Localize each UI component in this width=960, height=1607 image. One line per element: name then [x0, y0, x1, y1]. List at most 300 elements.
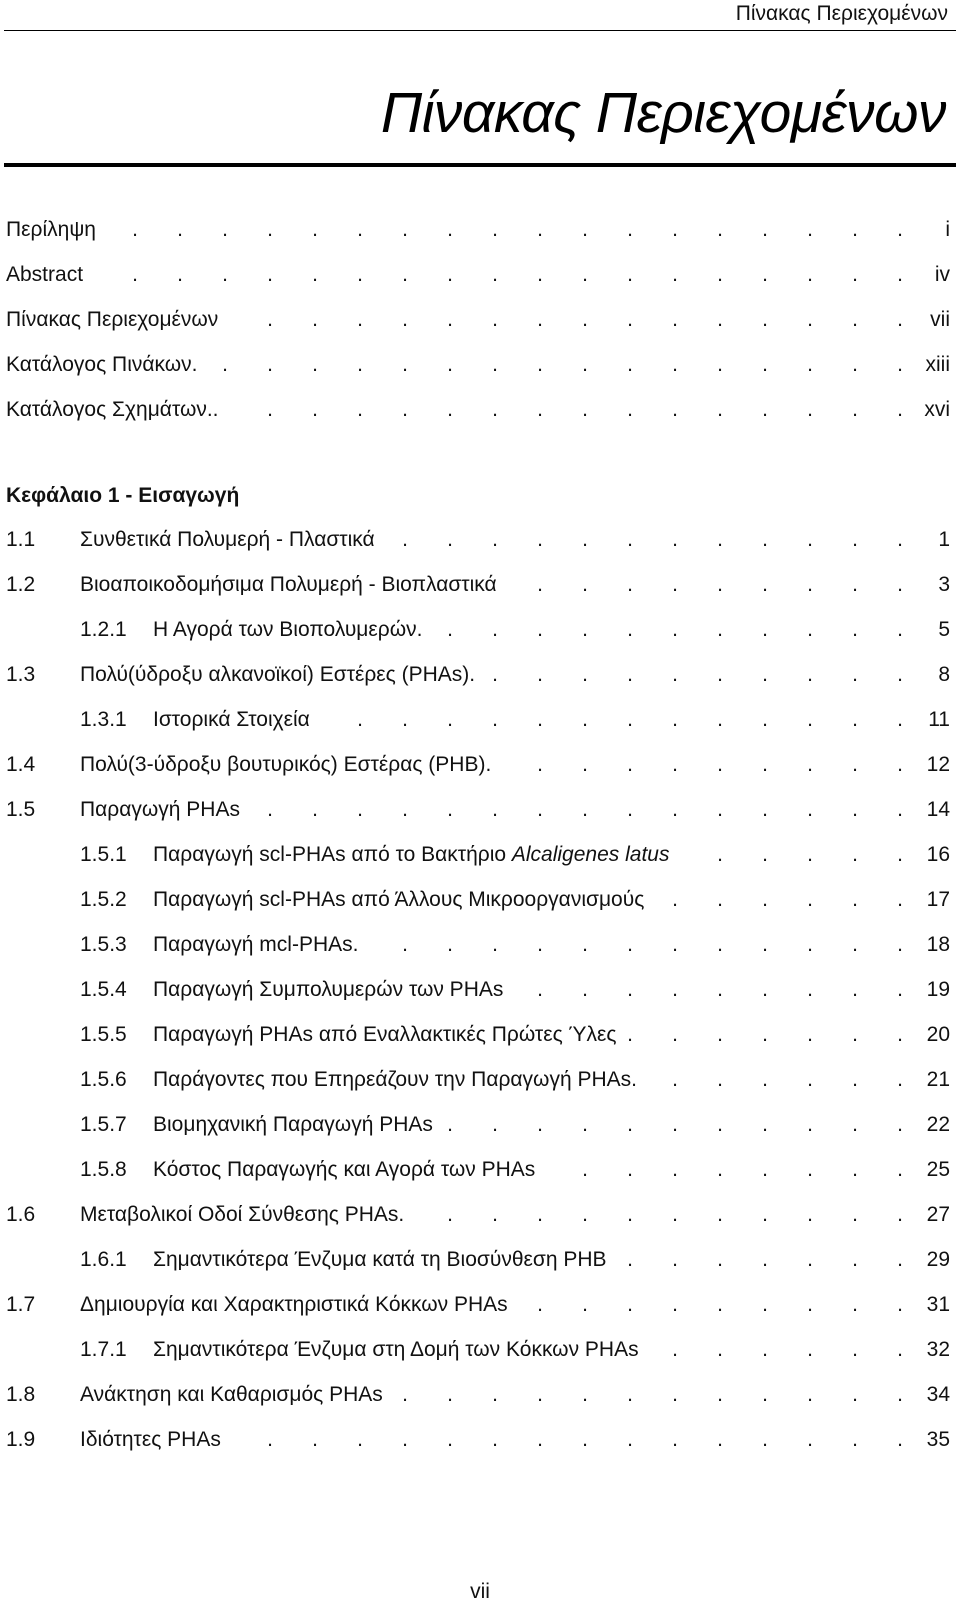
leader-dot: .: [402, 398, 408, 421]
leader-dot: .: [672, 618, 678, 641]
leader-dot: .: [627, 398, 633, 421]
leader-dot: .: [402, 308, 408, 331]
leader-dot: .: [492, 1383, 498, 1406]
leader-dot: .: [717, 1203, 723, 1226]
page-number: vii: [470, 1580, 490, 1603]
leader-dot: .: [807, 1068, 813, 1091]
leader-dot: .: [537, 573, 543, 596]
toc-entry-page: 11: [928, 708, 950, 731]
leader-dot: .: [672, 573, 678, 596]
leader-dot: .: [717, 1068, 723, 1091]
leader-dot: .: [537, 933, 543, 956]
leader-dot: .: [807, 218, 813, 241]
leader-dot: .: [267, 798, 273, 821]
leader-dot: .: [807, 663, 813, 686]
toc-entry-page: 21: [926, 1068, 950, 1091]
leader-dot: .: [852, 1248, 858, 1271]
leader-dot: .: [717, 753, 723, 776]
leader-dot: .: [492, 308, 498, 331]
toc-entry-page: 5: [938, 618, 950, 641]
leader-dot: .: [672, 1338, 678, 1361]
leader-dot: .: [537, 663, 543, 686]
leader-dot: .: [852, 353, 858, 376]
toc-entry-title: Abstract: [6, 263, 84, 286]
toc-entry-title: Περίληψη: [6, 218, 96, 241]
leader-dot: .: [897, 1113, 903, 1136]
leader-dot: .: [627, 263, 633, 286]
leader-dot: .: [672, 308, 678, 331]
toc-entry-title: Παραγωγή scl-PHAs από Άλλους Μικροοργανισμούς: [153, 888, 645, 911]
toc-entry: [0, 747, 960, 783]
leader-dot: .: [537, 798, 543, 821]
leader-dot: .: [762, 1113, 768, 1136]
leader-dot: .: [852, 1023, 858, 1046]
toc-entry-number: 1.5.8: [80, 1158, 127, 1181]
leader-dot: .: [852, 708, 858, 731]
toc-entry: [0, 522, 960, 558]
toc-entry-title: Κατάλογος Σχημάτων..: [6, 398, 219, 421]
leader-dot: .: [492, 663, 498, 686]
leader-dot: .: [762, 218, 768, 241]
leader-dot: .: [582, 708, 588, 731]
leader-dot: .: [582, 528, 588, 551]
leader-dot: .: [447, 618, 453, 641]
leader-dot: .: [852, 263, 858, 286]
leader-dot: .: [537, 753, 543, 776]
leader-dot: .: [807, 708, 813, 731]
leader-dot: .: [897, 933, 903, 956]
toc-entry-page: 14: [926, 798, 950, 821]
leader-dot: .: [897, 528, 903, 551]
toc-entry: [0, 792, 960, 828]
leader-dot: .: [672, 528, 678, 551]
leader-dot: .: [807, 1248, 813, 1271]
leader-dot: .: [537, 218, 543, 241]
leader-dot: .: [312, 398, 318, 421]
leader-dot: .: [852, 1068, 858, 1091]
toc-entry: [0, 837, 960, 873]
toc-entry-title: Πολύ(ύδροξυ αλκανοϊκοί) Εστέρες (PHAs).: [80, 663, 476, 686]
leader-dot: .: [897, 353, 903, 376]
leader-dot: .: [492, 1113, 498, 1136]
leader-dot: .: [312, 263, 318, 286]
leader-dot: .: [762, 1023, 768, 1046]
leader-dot: .: [582, 398, 588, 421]
page-title: Πίνακας Περιεχομένων: [380, 81, 946, 145]
leader-dot: .: [852, 1383, 858, 1406]
toc-entry-number: 1.6: [6, 1203, 36, 1226]
toc-entry-page: 29: [926, 1248, 950, 1271]
leader-dot: .: [537, 1113, 543, 1136]
leader-dot: .: [132, 218, 138, 241]
leader-dot: .: [537, 1428, 543, 1451]
leader-dot: .: [267, 398, 273, 421]
leader-dot: .: [267, 218, 273, 241]
leader-dot: .: [762, 978, 768, 1001]
leader-dot: .: [357, 1428, 363, 1451]
toc-entry-number: 1.5.2: [80, 888, 127, 911]
leader-dot: .: [672, 1158, 678, 1181]
leader-dot: .: [762, 1068, 768, 1091]
leader-dot: .: [447, 1383, 453, 1406]
leader-dot: .: [537, 308, 543, 331]
leader-dot: .: [537, 528, 543, 551]
leader-dot: .: [717, 663, 723, 686]
leader-dot: .: [807, 798, 813, 821]
toc-entry-page: 12: [926, 753, 950, 776]
leader-dot: .: [807, 1383, 813, 1406]
leader-dot: .: [312, 218, 318, 241]
toc-entry-number: 1.5.6: [80, 1068, 127, 1091]
leader-dot: .: [447, 798, 453, 821]
leader-dot: .: [897, 1203, 903, 1226]
leader-dot: .: [447, 263, 453, 286]
toc-entry: [0, 1332, 960, 1368]
leader-dot: .: [897, 1023, 903, 1046]
leader-dot: .: [807, 1113, 813, 1136]
toc-entry-title: Μεταβολικοί Οδοί Σύνθεσης PHAs.: [80, 1203, 405, 1226]
leader-dot: .: [852, 888, 858, 911]
leader-dot: .: [897, 753, 903, 776]
toc-entry-number: 1.5: [6, 798, 36, 821]
toc-entry-title: Βιομηχανική Παραγωγή PHAs: [153, 1113, 433, 1136]
leader-dot: .: [672, 888, 678, 911]
leader-dot: .: [717, 528, 723, 551]
toc-entry-title: Παραγωγή PHAs από Εναλλακτικές Πρώτες Ύλες: [153, 1023, 617, 1046]
leader-dot: .: [672, 978, 678, 1001]
leader-dot: .: [807, 528, 813, 551]
leader-dot: .: [627, 1248, 633, 1271]
toc-entry-page: 17: [926, 888, 950, 911]
leader-dot: .: [897, 218, 903, 241]
leader-dot: .: [672, 263, 678, 286]
leader-dot: .: [852, 843, 858, 866]
toc-entry-page: vii: [930, 308, 950, 331]
leader-dot: .: [357, 708, 363, 731]
chapter-heading: Κεφάλαιο 1 - Εισαγωγή: [6, 484, 240, 507]
leader-dot: .: [402, 798, 408, 821]
toc-entry-page: 3: [938, 573, 950, 596]
leader-dot: .: [357, 398, 363, 421]
leader-dot: .: [897, 978, 903, 1001]
leader-dot: .: [717, 1113, 723, 1136]
toc-entry: [0, 212, 960, 248]
leader-dot: .: [762, 933, 768, 956]
toc-entry-title: Ιστορικά Στοιχεία: [153, 708, 310, 731]
leader-dot: .: [897, 888, 903, 911]
toc-entry: [0, 302, 960, 338]
leader-dot: .: [852, 218, 858, 241]
toc-entry-number: 1.7.1: [80, 1338, 127, 1361]
toc-entry-page: xiii: [925, 353, 950, 376]
leader-dot: .: [852, 308, 858, 331]
leader-dot: .: [762, 398, 768, 421]
leader-dot: .: [717, 1338, 723, 1361]
toc-entry-page: iv: [934, 263, 950, 286]
toc-entry-number: 1.2.1: [80, 618, 127, 641]
toc-entry-title: Ιδιότητες PHAs: [80, 1428, 221, 1451]
leader-dot: .: [897, 308, 903, 331]
leader-dot: .: [672, 1293, 678, 1316]
leader-dot: .: [402, 263, 408, 286]
leader-dot: .: [627, 708, 633, 731]
leader-dot: .: [762, 708, 768, 731]
leader-dot: .: [762, 663, 768, 686]
leader-dot: .: [807, 978, 813, 1001]
leader-dot: .: [717, 1023, 723, 1046]
leader-dot: .: [537, 1383, 543, 1406]
toc-entry: [0, 257, 960, 293]
leader-dot: .: [672, 1068, 678, 1091]
toc-entry-number: 1.2: [6, 573, 36, 596]
toc-entry-title: Πολύ(3-ύδροξυ βουτυρικός) Εστέρας (PHB).: [80, 753, 492, 776]
leader-dot: .: [627, 798, 633, 821]
leader-dot: .: [402, 528, 408, 551]
leader-dot: .: [807, 573, 813, 596]
leader-dot: .: [717, 353, 723, 376]
leader-dot: .: [852, 1293, 858, 1316]
leader-dot: .: [402, 353, 408, 376]
leader-dot: .: [897, 798, 903, 821]
toc-entry-number: 1.5.7: [80, 1113, 127, 1136]
leader-dot: .: [582, 618, 588, 641]
toc-entry-number: 1.1: [6, 528, 36, 551]
leader-dot: .: [717, 263, 723, 286]
leader-dot: .: [762, 1338, 768, 1361]
leader-dot: .: [627, 753, 633, 776]
toc-entry-page: 25: [926, 1158, 950, 1181]
leader-dot: .: [672, 1248, 678, 1271]
leader-dot: .: [447, 218, 453, 241]
header-rule: [4, 30, 956, 31]
leader-dot: .: [762, 1383, 768, 1406]
leader-dot: .: [582, 753, 588, 776]
toc-entry-number: 1.4: [6, 753, 36, 776]
leader-dot: .: [177, 218, 183, 241]
toc-entry-title: Σημαντικότερα Ένζυμα στη Δομή των Κόκκων PHAs: [153, 1338, 639, 1361]
leader-dot: .: [762, 308, 768, 331]
leader-dot: .: [897, 1248, 903, 1271]
leader-dot: .: [762, 528, 768, 551]
leader-dot: .: [357, 218, 363, 241]
leader-dot: .: [492, 708, 498, 731]
toc-entry-number: 1.6.1: [80, 1248, 127, 1271]
leader-dot: .: [357, 798, 363, 821]
leader-dot: .: [807, 1428, 813, 1451]
leader-dot: .: [807, 263, 813, 286]
toc-entry-page: i: [945, 218, 950, 241]
leader-dot: .: [267, 263, 273, 286]
leader-dot: .: [537, 708, 543, 731]
leader-dot: .: [627, 528, 633, 551]
leader-dot: .: [717, 218, 723, 241]
leader-dot: .: [897, 843, 903, 866]
leader-dot: .: [537, 353, 543, 376]
toc-entry: [0, 882, 960, 918]
leader-dot: .: [672, 218, 678, 241]
leader-dot: .: [537, 398, 543, 421]
leader-dot: .: [852, 1338, 858, 1361]
leader-dot: .: [582, 263, 588, 286]
leader-dot: .: [762, 353, 768, 376]
toc-entry-number: 1.5.1: [80, 843, 127, 866]
leader-dot: .: [807, 1203, 813, 1226]
leader-dot: .: [762, 263, 768, 286]
leader-dot: .: [807, 753, 813, 776]
leader-dot: .: [627, 1113, 633, 1136]
leader-dot: .: [492, 798, 498, 821]
leader-dot: .: [762, 1158, 768, 1181]
leader-dot: .: [627, 663, 633, 686]
leader-dot: .: [852, 398, 858, 421]
toc-entry-title: Παραγωγή PHAs: [80, 798, 240, 821]
leader-dot: .: [627, 308, 633, 331]
leader-dot: .: [627, 618, 633, 641]
toc-entry: [0, 1422, 960, 1458]
leader-dot: .: [357, 308, 363, 331]
leader-dot: .: [492, 618, 498, 641]
leader-dot: .: [717, 1428, 723, 1451]
toc-entry: [0, 612, 960, 648]
toc-entry: [0, 1377, 960, 1413]
toc-entry-page: 32: [926, 1338, 950, 1361]
toc-entry-title: Παραγωγή scl-PHAs από το Βακτήριο: [153, 843, 507, 866]
leader-dot: .: [672, 1383, 678, 1406]
toc-entry-number: 1.9: [6, 1428, 36, 1451]
leader-dot: .: [807, 888, 813, 911]
leader-dot: .: [897, 1338, 903, 1361]
leader-dot: .: [627, 353, 633, 376]
leader-dot: .: [897, 1383, 903, 1406]
toc-entry-title: Κόστος Παραγωγής και Αγορά των PHAs: [153, 1158, 536, 1181]
leader-dot: .: [447, 1203, 453, 1226]
leader-dot: .: [492, 398, 498, 421]
leader-dot: .: [402, 708, 408, 731]
toc-entry-title: Παραγωγή mcl-PHAs.: [153, 933, 359, 956]
leader-dot: .: [357, 263, 363, 286]
leader-dot: .: [672, 1023, 678, 1046]
leader-dot: .: [582, 663, 588, 686]
leader-dot: .: [222, 218, 228, 241]
leader-dot: .: [762, 618, 768, 641]
leader-dot: .: [852, 1158, 858, 1181]
leader-dot: .: [897, 1068, 903, 1091]
toc-entry-page: 19: [926, 978, 950, 1001]
toc-entry: [0, 1017, 960, 1053]
leader-dot: .: [852, 663, 858, 686]
leader-dot: .: [717, 978, 723, 1001]
toc-entry-title: Συνθετικά Πολυμερή - Πλαστικά: [80, 528, 375, 551]
leader-dot: .: [717, 708, 723, 731]
leader-dot: .: [852, 933, 858, 956]
leader-dot: .: [852, 528, 858, 551]
leader-dot: .: [807, 1158, 813, 1181]
toc-entry: [0, 657, 960, 693]
leader-dot: .: [582, 308, 588, 331]
toc-entry: [0, 972, 960, 1008]
leader-dot: .: [582, 1428, 588, 1451]
toc-entry: [0, 1152, 960, 1188]
leader-dot: .: [267, 308, 273, 331]
leader-dot: .: [537, 263, 543, 286]
leader-dot: .: [897, 1158, 903, 1181]
leader-dot: .: [402, 1428, 408, 1451]
toc-entry-title: Δημιουργία και Χαρακτηριστικά Κόκκων PHAs: [80, 1293, 508, 1316]
leader-dot: .: [852, 1428, 858, 1451]
leader-dot: .: [402, 1383, 408, 1406]
leader-dot: .: [177, 263, 183, 286]
leader-dot: .: [267, 1428, 273, 1451]
leader-dot: .: [717, 1383, 723, 1406]
leader-dot: .: [582, 1203, 588, 1226]
toc-entry-number: 1.7: [6, 1293, 36, 1316]
leader-dot: .: [897, 708, 903, 731]
leader-dot: .: [852, 978, 858, 1001]
leader-dot: .: [717, 1248, 723, 1271]
leader-dot: .: [807, 933, 813, 956]
toc-entry-page: xvi: [924, 398, 950, 421]
leader-dot: .: [582, 933, 588, 956]
leader-dot: .: [582, 353, 588, 376]
leader-dot: .: [582, 1113, 588, 1136]
leader-dot: .: [582, 573, 588, 596]
leader-dot: .: [672, 753, 678, 776]
leader-dot: .: [447, 1113, 453, 1136]
leader-dot: .: [627, 1428, 633, 1451]
leader-dot: .: [897, 398, 903, 421]
leader-dot: .: [897, 1428, 903, 1451]
leader-dot: .: [672, 933, 678, 956]
toc-entry: [0, 1242, 960, 1278]
toc-entry: [0, 392, 960, 428]
leader-dot: .: [492, 353, 498, 376]
leader-dot: .: [627, 1023, 633, 1046]
leader-dot: .: [852, 798, 858, 821]
leader-dot: .: [627, 573, 633, 596]
leader-dot: .: [582, 1383, 588, 1406]
leader-dot: .: [492, 218, 498, 241]
leader-dot: .: [852, 1203, 858, 1226]
leader-dot: .: [672, 1428, 678, 1451]
leader-dot: .: [717, 573, 723, 596]
leader-dot: .: [357, 353, 363, 376]
leader-dot: .: [402, 933, 408, 956]
toc-entry: [0, 702, 960, 738]
leader-dot: .: [762, 798, 768, 821]
leader-dot: .: [537, 1203, 543, 1226]
toc-entry-title: Σημαντικότερα Ένζυμα κατά τη Βιοσύνθεση PHB: [153, 1248, 607, 1271]
toc-entry: [0, 1287, 960, 1323]
leader-dot: .: [222, 263, 228, 286]
leader-dot: .: [762, 573, 768, 596]
leader-dot: .: [447, 1428, 453, 1451]
title-rule: [4, 163, 956, 167]
running-header: Πίνακας Περιεχομένων: [735, 2, 948, 25]
leader-dot: .: [717, 1293, 723, 1316]
leader-dot: .: [807, 398, 813, 421]
toc-entry: [0, 1062, 960, 1098]
leader-dot: .: [717, 1158, 723, 1181]
toc-entry-title: Βιοαποικοδομήσιμα Πολυμερή - Βιοπλαστικά: [80, 573, 497, 596]
leader-dot: .: [807, 843, 813, 866]
leader-dot: .: [492, 1203, 498, 1226]
leader-dot: .: [717, 798, 723, 821]
toc-entry-title: Παραγωγή Συμπολυμερών των PHAs: [153, 978, 504, 1001]
toc-entry-number: 1.5.5: [80, 1023, 127, 1046]
leader-dot: .: [807, 1023, 813, 1046]
leader-dot: .: [762, 1293, 768, 1316]
leader-dot: .: [762, 1203, 768, 1226]
